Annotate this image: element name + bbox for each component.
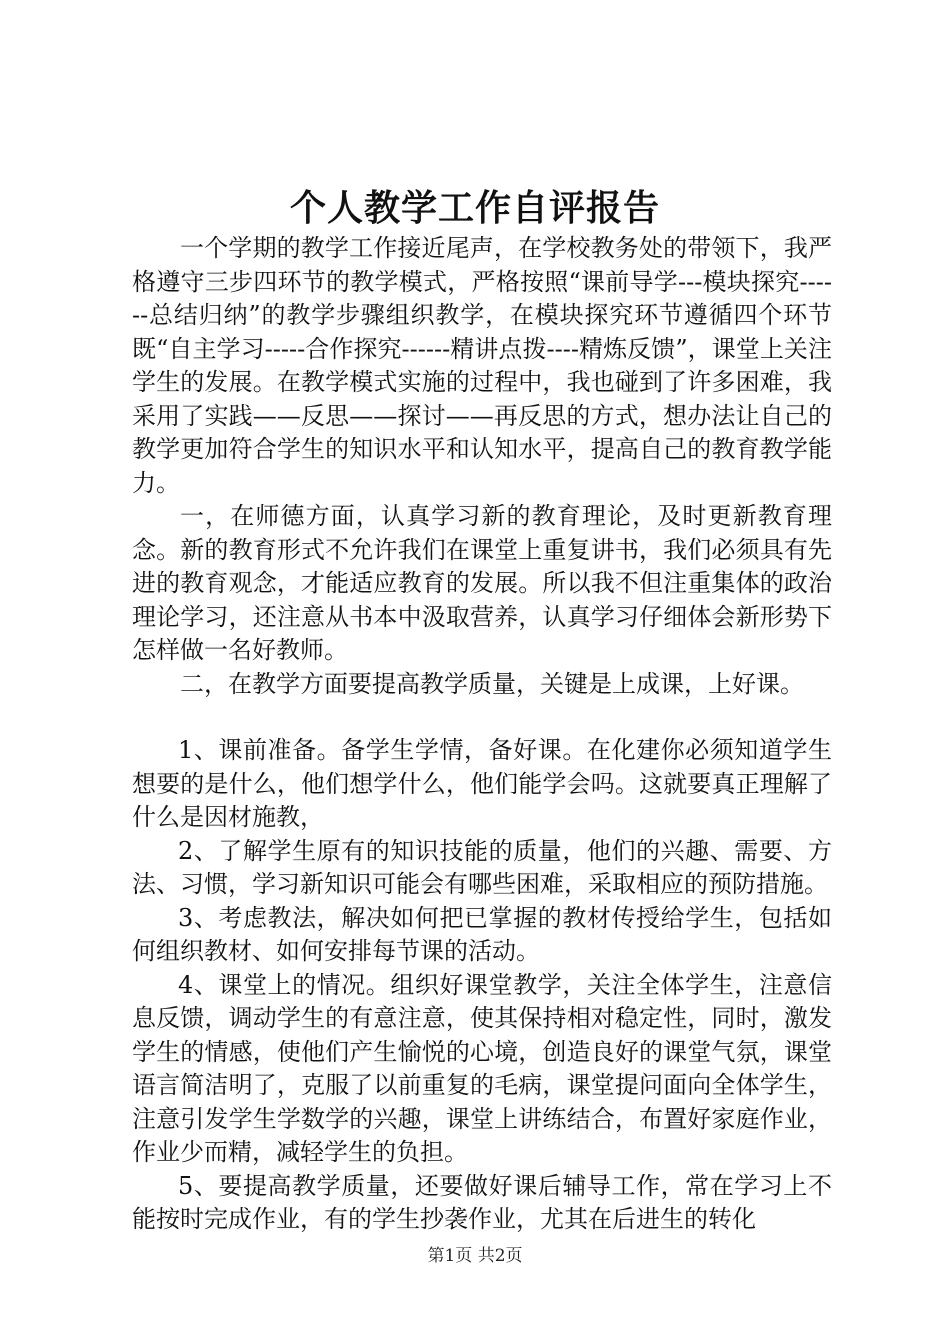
teaching-paragraph: 二，在教学方面要提高教学质量，关键是上成课，上好课。 xyxy=(180,669,804,698)
intro-paragraph: 一个学期的教学工作接近尾声，在学校教务处的带领下，我严格遵守三步四环节的教学模式，严格按照“课前导学---模块探究------总结归纳”的教学步骤组织教学，在模块探究环节遵循四个环节既“自主学习-----合作探究------精讲点拨----精炼反馈”，课堂上关注学生的发展。在教学模式实施的过程中，我也碰到了许多困难，我采用了实践——反思——探讨——再反思的方式，想办法让自己的教学更加符合学生的知识水平和认知水平，提高自己的教育教学能力。 xyxy=(132,234,832,497)
list-item-1: 1、课前准备。备学生学情，备好课。在化建你必须知道学生想要的是什么，他们想学什么，他们能学会吗。这就要真正理解了什么是因材施教， xyxy=(132,736,832,831)
document-body xyxy=(132,232,832,1237)
list-item-4: 4、课堂上的情况。组织好课堂教学，关注全体学生，注意信息反馈，调动学生的有意注意，使其保持相对稳定性，同时，激发学生的情感，使他们产生愉悦的心境，创造良好的课堂气氛，课堂语言简洁明了，克服了以前重复的毛病，课堂提问面向全体学生，注意引发学生学数学的兴趣，课堂上讲练结合，布置好家庭作业，作业少而精，减轻学生的负担。 xyxy=(132,970,832,1166)
list-item-5: 5、要提高教学质量，还要做好课后辅导工作，常在学习上不能按时完成作业，有的学生抄袭作业，尤其在后进生的转化 xyxy=(132,1171,832,1233)
ethics-paragraph: 一，在师德方面，认真学习新的教育理论，及时更新教育理念。新的教育形式不允许我们在课堂上重复讲书，我们必须具有先进的教育观念，才能适应教育的发展。所以我不但注重集体的政治理论学习，还注意从书本中汲取营养，认真学习仔细体会新形势下怎样做一名好教师。 xyxy=(132,502,832,664)
list-item-2: 2、了解学生原有的知识技能的质量，他们的兴趣、需要、方法、习惯，学习新知识可能会有哪些困难，采取相应的预防措施。 xyxy=(132,836,832,898)
page-footer: 第1页 共2页 xyxy=(427,1246,523,1266)
document-title: 个人教学工作自评报告 xyxy=(289,187,660,229)
list-item-3: 3、考虑教法，解决如何把已掌握的教材传授给学生，包括如何组织教材、如何安排每节课的活动。 xyxy=(132,903,832,965)
paragraph-gap xyxy=(132,701,832,734)
